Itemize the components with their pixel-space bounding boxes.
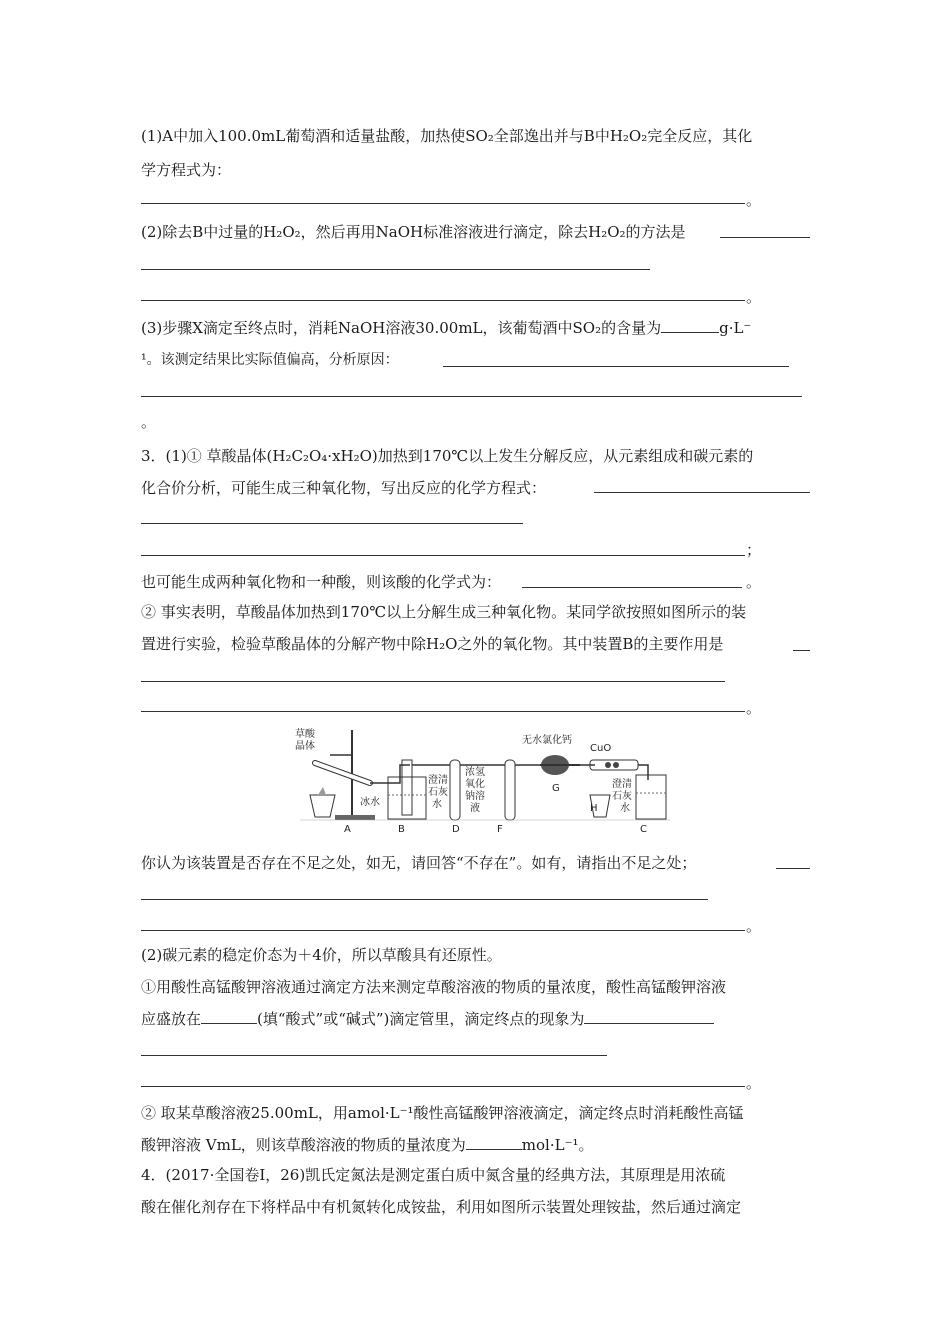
answer-blank[interactable] bbox=[466, 1135, 522, 1150]
period: 。 bbox=[746, 288, 762, 306]
q2-part2-line1: (2)除去B中过量的H₂O₂，然后再用NaOH标准溶液进行滴定，除去H₂O₂的方法是 bbox=[141, 223, 686, 241]
answer-blank[interactable] bbox=[141, 203, 745, 204]
q3-line11-a: 酸钾溶液 VmL，则该草酸溶液的物质的量浓度为 bbox=[141, 1136, 466, 1154]
label-chengqing1: 澄清 bbox=[428, 775, 448, 786]
q3-line1: 3．(1)① 草酸晶体(H₂C₂O₄·xH₂O)加热到170℃以上发生分解反应，从元素组成和碳元素的 bbox=[141, 447, 754, 465]
label-shui1: 水 bbox=[432, 799, 442, 810]
period: 。 bbox=[746, 191, 762, 209]
label-a: A bbox=[344, 824, 351, 835]
answer-blank[interactable] bbox=[141, 1055, 607, 1056]
q4-line2: 酸在催化剂存在下将样品中有机氮转化成铵盐，利用如图所示装置处理铵盐，然后通过滴定 bbox=[141, 1198, 742, 1216]
apparatus-diagram bbox=[290, 725, 670, 835]
answer-blank[interactable] bbox=[793, 650, 810, 651]
answer-blank[interactable] bbox=[141, 396, 802, 397]
q3-line4: ② 事实表明，草酸晶体加热到170℃以上分解生成三种氧化物。某同学欲按照如图所示的装 bbox=[141, 603, 747, 621]
label-wushui: 无水氯化钙 bbox=[522, 735, 572, 746]
answer-blank[interactable] bbox=[661, 318, 719, 333]
label-chengqing2: 澄清 bbox=[612, 779, 632, 790]
q3-line11 bbox=[141, 1135, 594, 1155]
label-nong2: 氧化 bbox=[465, 779, 485, 790]
answer-blank[interactable] bbox=[141, 555, 745, 556]
answer-blank[interactable] bbox=[141, 300, 745, 301]
label-c: C bbox=[640, 824, 647, 835]
period: 。 bbox=[746, 1074, 762, 1092]
q4-line1: 4．(2017·全国卷Ⅰ，26)凯氏定氮法是测定蛋白质中氮含量的经典方法，其原理是用浓硫 bbox=[141, 1166, 726, 1184]
period: 。 bbox=[141, 413, 157, 431]
label-nong3: 钠溶 bbox=[465, 791, 485, 802]
answer-blank[interactable] bbox=[522, 587, 742, 588]
q3-line11-b: mol·L⁻¹。 bbox=[521, 1136, 594, 1154]
label-shui2: 水 bbox=[620, 803, 630, 814]
answer-blank[interactable] bbox=[141, 1086, 745, 1087]
answer-blank[interactable] bbox=[141, 899, 708, 900]
label-cuo: CuO bbox=[590, 743, 612, 754]
answer-blank[interactable] bbox=[776, 868, 810, 869]
period: 。 bbox=[746, 699, 762, 717]
label-nong4: 液 bbox=[470, 803, 480, 814]
label-shihui1: 石灰 bbox=[428, 787, 448, 798]
q3-line6: 你认为该装置是否存在不足之处，如无，请回答“不存在”。如有，请指出不足之处； bbox=[141, 854, 697, 872]
q3-line3: 也可能生成两种氧化物和一种酸，则该酸的化学式为： bbox=[141, 573, 502, 591]
answer-blank[interactable] bbox=[141, 681, 725, 682]
label-bingshui: 冰水 bbox=[360, 797, 380, 808]
q2-part3-text: (3)步骤X滴定至终点时，消耗NaOH溶液30.00mL，该葡萄酒中SO₂的含量为 bbox=[141, 319, 662, 337]
answer-blank[interactable] bbox=[720, 237, 810, 238]
q2-part1-line1: (1)A中加入100.0mL葡萄酒和适量盐酸，加热使SO₂全部逸出并与B中H₂O₂完全反应，其化 bbox=[141, 127, 753, 145]
answer-blank[interactable] bbox=[141, 930, 745, 931]
q3-line5: 置进行实验，检验草酸晶体的分解产物中除H₂O之外的氧化物。其中装置B的主要作用是 bbox=[141, 635, 724, 653]
label-nong1: 浓氢 bbox=[465, 767, 485, 778]
label-b: B bbox=[398, 824, 405, 835]
answer-blank[interactable] bbox=[141, 523, 523, 524]
q2-part3-line1 bbox=[141, 318, 751, 338]
answer-blank[interactable] bbox=[584, 1009, 714, 1024]
label-d: D bbox=[452, 824, 460, 835]
q3-line9-b: (填“酸式”或“碱式”)滴定管里，滴定终点的现象为 bbox=[257, 1010, 585, 1028]
period: 。 bbox=[746, 917, 762, 935]
period: 。 bbox=[746, 573, 762, 591]
q3-line9-a: 应盛放在 bbox=[141, 1010, 202, 1028]
q2-part3-line2: ¹。该测定结果比实际值偏高，分析原因： bbox=[141, 352, 399, 368]
answer-blank[interactable] bbox=[201, 1009, 257, 1024]
q3-line2: 化合价分析，可能生成三种氧化物，写出反应的化学方程式： bbox=[141, 479, 547, 497]
unit-text: g·L⁻ bbox=[719, 319, 752, 337]
answer-blank[interactable] bbox=[594, 492, 810, 493]
q2-part1-line2: 学方程式为： bbox=[141, 161, 232, 179]
label-caosuan1: 草酸 bbox=[295, 729, 315, 740]
semicolon: ； bbox=[746, 541, 762, 559]
label-f: F bbox=[497, 824, 503, 835]
label-g: G bbox=[552, 783, 560, 794]
answer-blank[interactable] bbox=[141, 269, 650, 270]
q3-line10: ② 取某草酸溶液25.00mL，用amol·L⁻¹酸性高锰酸钾溶液滴定，滴定终点时消耗酸性高锰 bbox=[141, 1104, 744, 1122]
q3-line8: ①用酸性高锰酸钾溶液通过滴定方法来测定草酸溶液的物质的量浓度，酸性高锰酸钾溶液 bbox=[141, 978, 727, 996]
q3-line9 bbox=[141, 1009, 714, 1029]
label-caosuan2: 晶体 bbox=[295, 741, 315, 752]
label-h: H bbox=[590, 803, 598, 814]
answer-blank[interactable] bbox=[141, 711, 745, 712]
q3-line7: (2)碳元素的稳定价态为＋4价，所以草酸具有还原性。 bbox=[141, 946, 502, 964]
answer-blank[interactable] bbox=[443, 366, 789, 367]
label-shihui2: 石灰 bbox=[612, 791, 632, 802]
